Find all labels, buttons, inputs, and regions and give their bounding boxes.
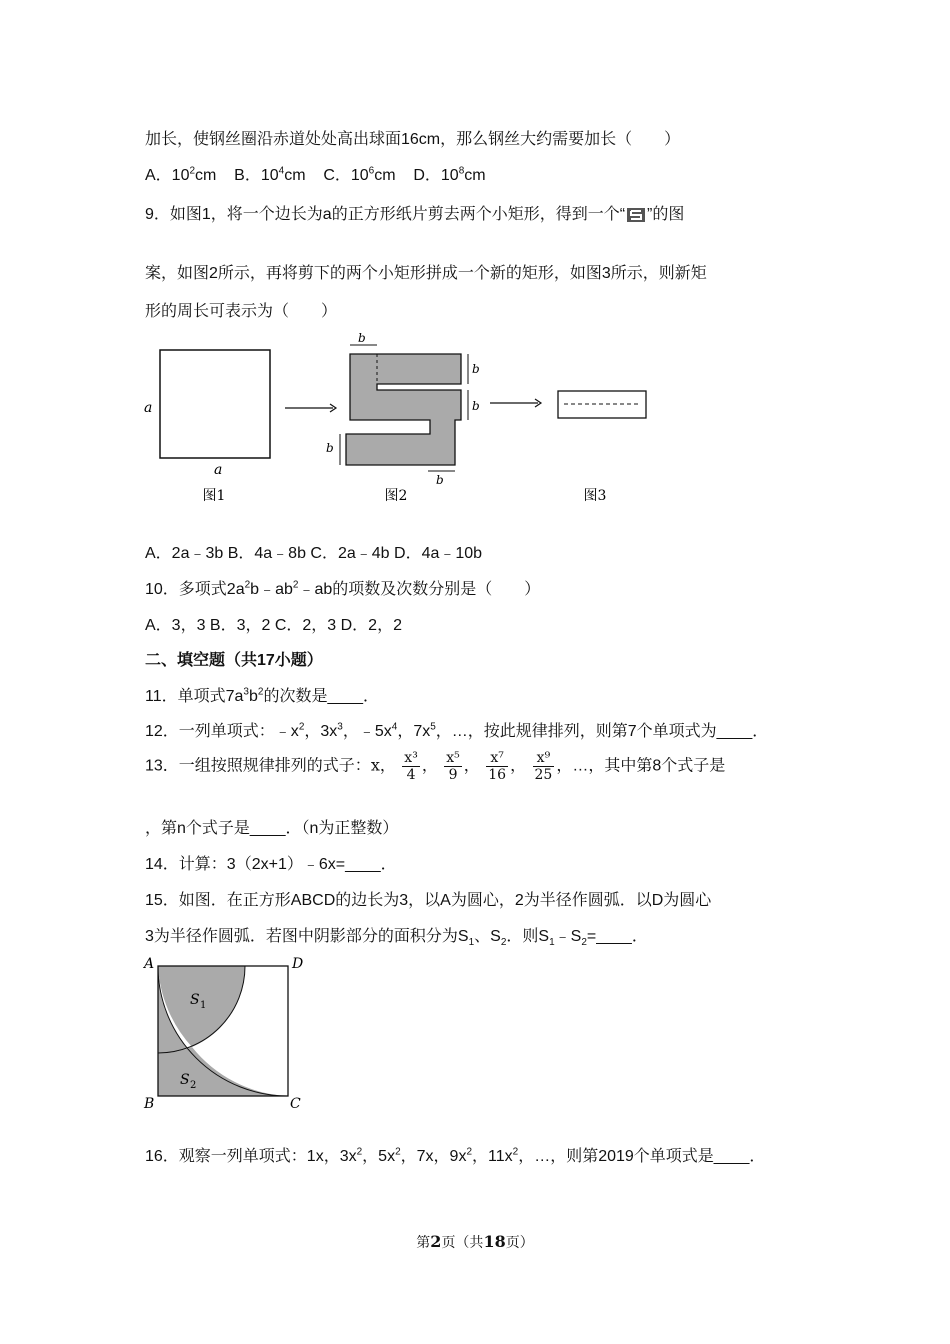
q9-figures	[140, 330, 660, 510]
fig2-b-bottom: b	[436, 473, 444, 487]
q9-stem-line2: 案，如图2所示，再将剪下的两个小矩形拼成一个新的矩形，如图3所示，则新矩	[145, 265, 707, 282]
q16-stem: 16．观察一列单项式：1x，$3x^2$，$5x^2$，7x，$9x^2$，$11x^2$，…，则第2019个单项式是____．	[145, 1146, 766, 1165]
label-d: D	[292, 956, 304, 972]
fig2-b-top: b	[358, 331, 366, 345]
fig3-caption: 图3	[583, 488, 607, 504]
q15-line2: 3为半径作圆弧．若图中阴影部分的面积分为$S_1$、$S_2$．则$S_1﹣S_2=\_\_\_\_$．	[145, 928, 648, 949]
q13-stem: 13．一组按照规律排列的式子：x， $\frac{\text{x³}}{4}$ ， $\frac{\text{x⁵}}{9}$ ， $\frac{\text{x⁷}}{16}$ ， $\frac{\text{x⁹}}{25}$ ，…，其中第8个式子是	[145, 750, 726, 783]
fig1-side-label: a	[144, 400, 153, 416]
q13-frac-2: $\frac{\text{x⁵}}{9}$	[446, 750, 460, 783]
label-s2-sub: 2	[190, 1080, 197, 1091]
q13-frac-4: $\frac{\text{x⁹}}{25}$	[534, 750, 553, 783]
figure-3	[558, 391, 646, 504]
section-2-title: 二、填空题（共17小题）	[145, 652, 323, 669]
label-s2: S	[180, 1072, 190, 1088]
q14-stem: 14．计算：3（2x+1）﹣6x=____．	[145, 856, 397, 873]
q13-frac-1: $\frac{\text{x³}}{4}$	[404, 750, 418, 783]
fig1-caption: 图1	[202, 488, 226, 504]
q13-frac-3: $\frac{\text{x⁷}}{16}$	[488, 750, 507, 783]
q8-options: A．$10^2cm$ B．$10^4cm$ C．$10^6cm$ D．$10^8cm$	[145, 165, 486, 184]
fig2-b-right2: b	[472, 399, 480, 413]
s-shape-icon	[627, 208, 645, 222]
q12-stem: 12．一列单项式：$﹣x^2$，$3x^3$，$﹣5x^4$，$7x^5$，…，按此规律排列，则第7个单项式为____．	[145, 721, 769, 740]
q9-stem-line1: 9．如图1，将一个边长为a的正方形纸片剪去两个小矩形，得到一个“ ”的图	[145, 206, 685, 223]
q8-stem: 加长，使钢丝圈沿赤道处处高出球面16cm，那么钢丝大约需要加长（ ）	[145, 131, 681, 148]
figure-1	[144, 350, 270, 504]
q15-figure	[140, 952, 310, 1117]
fig2-caption: 图2	[384, 488, 408, 504]
label-s1: S	[190, 992, 200, 1008]
q13-line2: ，第n个式子是____．（n为正整数）	[145, 820, 399, 837]
q10-options: A．3，3 B．3，2 C．2，3 D．2，2	[145, 617, 402, 634]
q9-stem-line3: 形的周长可表示为（ ）	[145, 303, 338, 320]
q9-options: A．2a﹣3b B．4a﹣8b C．2a﹣4b D．4a﹣10b	[145, 545, 483, 562]
label-s1-sub: 1	[200, 1000, 207, 1011]
label-b: B	[144, 1096, 155, 1112]
label-a: A	[144, 956, 155, 972]
fig2-b-left: b	[326, 441, 334, 455]
fig1-bottom-label: a	[214, 462, 223, 478]
q15-line1: 15．如图．在正方形ABCD的边长为3，以A为圆心，2为半径作圆弧．以D为圆心	[145, 892, 712, 909]
label-c: C	[290, 1096, 301, 1112]
fig2-b-right1: b	[472, 362, 480, 376]
page-footer: 第2页（共18页）	[416, 1232, 534, 1251]
q11-stem: 11．单项式$7a^3b^2$的次数是____．	[145, 686, 380, 705]
figure-2	[326, 331, 480, 504]
q10-stem: 10．多项式$2a^2b﹣ab^2﹣ab$的项数及次数分别是（ ）	[145, 579, 541, 598]
